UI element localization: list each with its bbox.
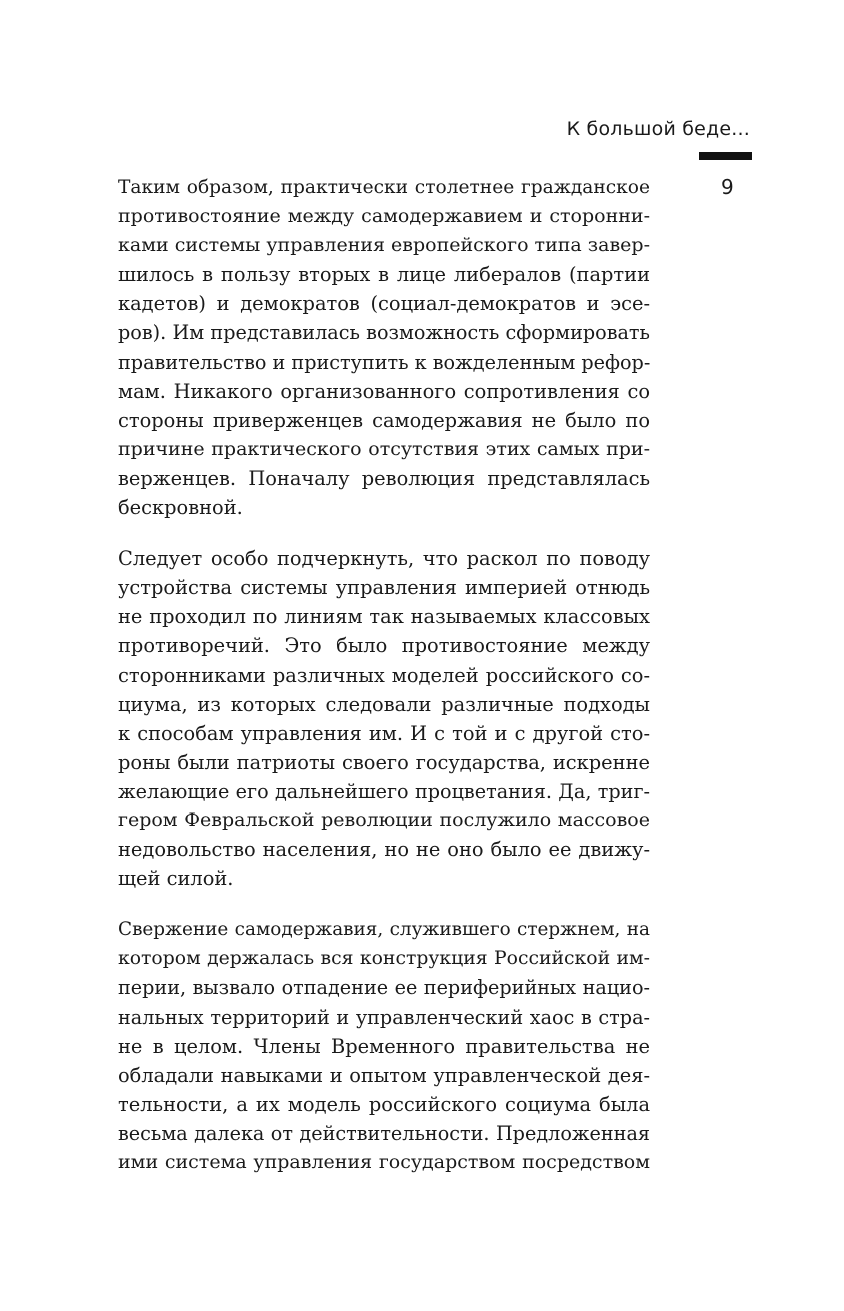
text-line: весьма далека от действительности. Предложенная [118, 1121, 650, 1145]
paragraph-gap [118, 522, 650, 544]
text-line: щей силой. [118, 867, 234, 891]
text-line: перии, вызвало отпадение ее периферийных нацио- [118, 976, 650, 1000]
text-line: гером Февральской революции послужило массовое [118, 808, 650, 831]
text-line: бескровной. [118, 496, 243, 520]
text-line: стороны приверженцев самодержавия не было по [118, 408, 650, 432]
text-line: верженцев. Поначалу революция представлялась [118, 466, 650, 490]
paragraph-gap [118, 893, 650, 915]
text-line: не проходил по линиям так называемых классовых [118, 605, 650, 629]
page-number: 9 [721, 175, 734, 199]
text-line: мам. Никакого организованного сопротивления со [118, 379, 650, 403]
text-line: сторонниками различных моделей российского со- [118, 663, 650, 687]
text-line: ров). Им представилась возможность сформировать [118, 321, 650, 345]
body-text [118, 173, 650, 1177]
text-line: причине практического отсутствия этих самых при- [118, 437, 650, 460]
text-line: Таким образом, практически столетнее гражданское [118, 177, 650, 198]
running-title: К большой беде... [566, 118, 750, 140]
text-line: к способам управления им. И с той и с другой сто- [118, 721, 650, 745]
text-line: ими система управления государством посредством [118, 1151, 650, 1173]
text-line: шилось в пользу вторых в лице либералов (партии [118, 263, 650, 287]
paragraph [118, 544, 650, 893]
text-line: недовольство населения, но не оно было ее движу- [118, 838, 650, 862]
text-line: циума, из которых следовали различные подходы [118, 692, 650, 716]
paragraph [118, 915, 650, 1177]
text-line: котором держалась вся конструкция Российской им- [118, 948, 650, 970]
text-line: обладали навыками и опытом управленческой дея- [118, 1063, 650, 1087]
text-line: правительство и приступить к вожделенным рефор- [118, 350, 651, 374]
text-line: не в целом. Члены Временного правительства не [118, 1034, 650, 1058]
text-line: противостояние между самодержавием и сторонни- [118, 205, 650, 228]
text-line: желающие его дальнейшего процветания. Да, триг- [118, 779, 650, 803]
text-line: устройства системы управления империей отнюдь [118, 576, 650, 600]
text-line: нальных территорий и управленческий хаос в стра- [118, 1005, 650, 1029]
text-line: Свержение самодержавия, служившего стержнем, на [118, 919, 650, 941]
text-line: кадетов) и демократов (социал-демократов и эсе- [118, 292, 650, 316]
paragraph [118, 173, 650, 522]
text-line: тельности, а их модель российского социума была [118, 1092, 650, 1116]
text-line: роны были патриоты своего государства, искренне [118, 750, 650, 774]
text-line: Следует особо подчеркнуть, что раскол по поводу [118, 547, 650, 571]
text-line: противоречий. Это было противостояние между [118, 634, 650, 658]
text-line: ками системы управления европейского типа завер- [118, 234, 650, 257]
header-rule [699, 152, 752, 160]
